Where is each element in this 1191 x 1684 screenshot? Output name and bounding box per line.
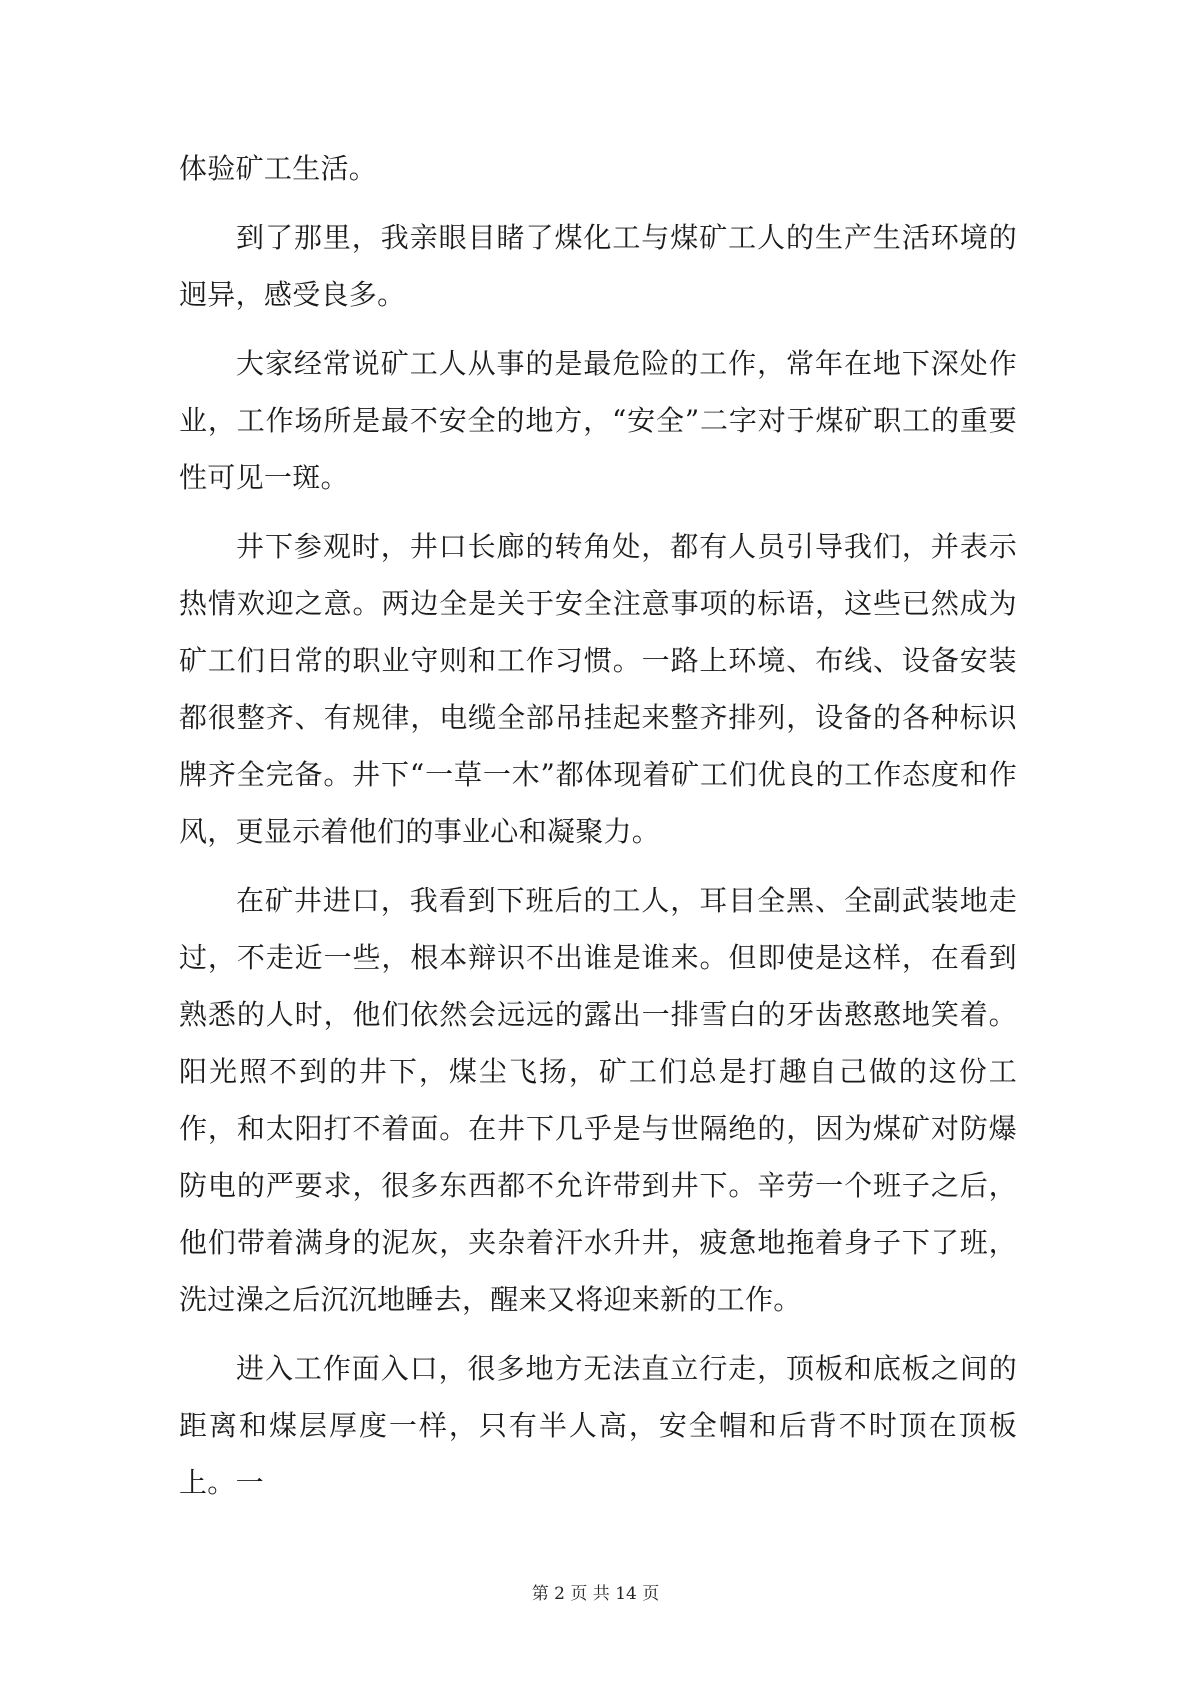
paragraph-6: 进入工作面入口，很多地方无法直立行走，顶板和底板之间的距离和煤层厚度一样，只有半人高，安全帽和后背不时顶在顶板上。一: [179, 1352, 1017, 1499]
paragraph-5: 在矿井进口，我看到下班后的工人，耳目全黑、全副武装地走过，不走近一些，根本辩识不出谁是谁来。但即使是这样，在看到熟悉的人时，他们依然会远远的露出一排雪白的牙齿憨憨地笑着。阳光照不到的井下，煤尘飞扬，矿工们总是打趣自己做的这份工作，和太阳打不着面。在井下几乎是与世隔绝的，因为煤矿对防爆防电的严要求，很多东西都不允许带到井下。辛劳一个班子之后，他们带着满身的泥灰，夹杂着汗水升井，疲惫地拖着身子下了班，洗过澡之后沉沉地睡去，醒来又将迎来新的工作。: [179, 884, 1017, 1316]
document-body: [179, 140, 1017, 1511]
paragraph-2: 到了那里，我亲眼目睹了煤化工与煤矿工人的生产生活环境的迥异，感受良多。: [179, 221, 1017, 311]
page-number-footer: 第 2 页 共 14 页: [531, 1584, 660, 1604]
paragraph-3: 大家经常说矿工人从事的是最危险的工作，常年在地下深处作业，工作场所是最不安全的地方，“安全”二字对于煤矿职工的重要性可见一斑。: [179, 347, 1017, 494]
paragraph-1: 体验矿工生活。: [179, 152, 378, 185]
paragraph-4: 井下参观时，井口长廊的转角处，都有人员引导我们，并表示热情欢迎之意。两边全是关于安全注意事项的标语，这些已然成为矿工们日常的职业守则和工作习惯。一路上环境、布线、设备安装都很整齐、有规律，电缆全部吊挂起来整齐排列，设备的各种标识牌齐全完备。井下“一草一木”都体现着矿工们优良的工作态度和作风，更显示着他们的事业心和凝聚力。: [179, 530, 1017, 848]
